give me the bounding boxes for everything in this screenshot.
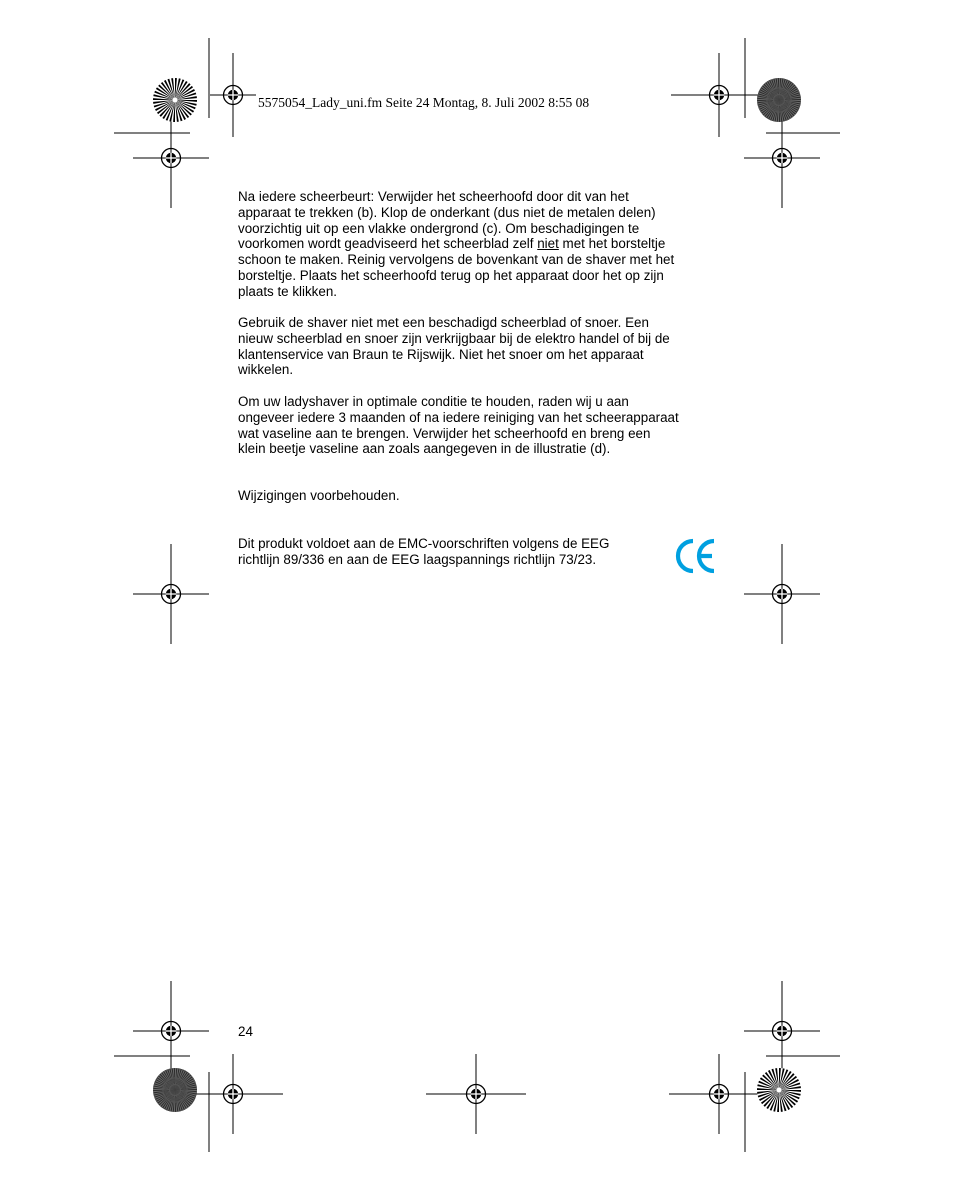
emc-compliance-text: Dit produkt voldoet aan de EMC-voorschriften volgens de EEG richtlijn 89/336 en aan de EEG laagspannings richtlijn 73/23. [238, 536, 610, 567]
ce-mark-icon [675, 537, 717, 575]
registration-target-icon [210, 53, 256, 137]
registration-target-icon [426, 1054, 526, 1134]
usage-warning-text: Gebruik de shaver niet met een beschadigd scheerblad of snoer. Een nieuw scheerblad en snoer zijn verkrijgbaar bij de elektro handel of bij de klantenservice van Braun te Rijswijk. Niet het snoer om het apparaat wikkelen. [238, 315, 670, 378]
registration-target-icon [744, 544, 820, 644]
registration-target-icon [744, 981, 820, 1081]
starburst-icon [153, 1068, 197, 1112]
page-number: 24 [238, 1024, 253, 1039]
changes-reserved-text: Wijzigingen voorbehouden. [238, 488, 400, 503]
cleaning-paragraph [238, 189, 728, 299]
starburst-icon [153, 78, 197, 122]
file-info-header: 5575054_Lady_uni.fm Seite 24 Montag, 8. Juli 2002 8:55 08 [258, 95, 590, 110]
maintenance-text: Om uw ladyshaver in optimale conditie te houden, raden wij u aan ongeveer iedere 3 maanden of na iedere reiniging van het scheerapparaat wat vaseline aan te brengen. Verwijder het scheerhoofd en breng een klein beetje vaseline aan zoals aangegeven in de illustratie (d). [238, 394, 679, 457]
cleaning-text-start: Na iedere scheerbeurt: Verwijder het scheerhoofd door dit van het apparaat te trekken (b). Klop de onderkant (dus niet de metalen delen) voorzichtig uit op een vlakke ondergrond (c). Om beschadigingen te voorkomen wordt geadviseerd het scheerblad zelf [238, 189, 656, 252]
maintenance-paragraph [238, 394, 728, 457]
cleaning-text-end: met het borsteltje schoon te maken. Reinig vervolgens de bovenkant van de shaver met het borsteltje. Plaats het scheerhoofd terug op het apparaat door het op zijn plaats te klikken. [238, 236, 675, 299]
registration-target-icon [669, 1054, 769, 1134]
underlined-word: niet [537, 236, 559, 252]
registration-target-icon [671, 53, 767, 137]
registration-target-icon [133, 544, 209, 644]
changes-reserved-paragraph [238, 488, 728, 504]
registration-target-icon [183, 1054, 283, 1134]
registration-target-icon [744, 108, 820, 208]
starburst-icon [757, 1068, 801, 1112]
emc-compliance-paragraph [238, 536, 668, 568]
registration-target-icon [133, 981, 209, 1081]
usage-warning-paragraph [238, 315, 728, 378]
registration-target-icon [133, 108, 209, 208]
starburst-icon [757, 78, 801, 122]
